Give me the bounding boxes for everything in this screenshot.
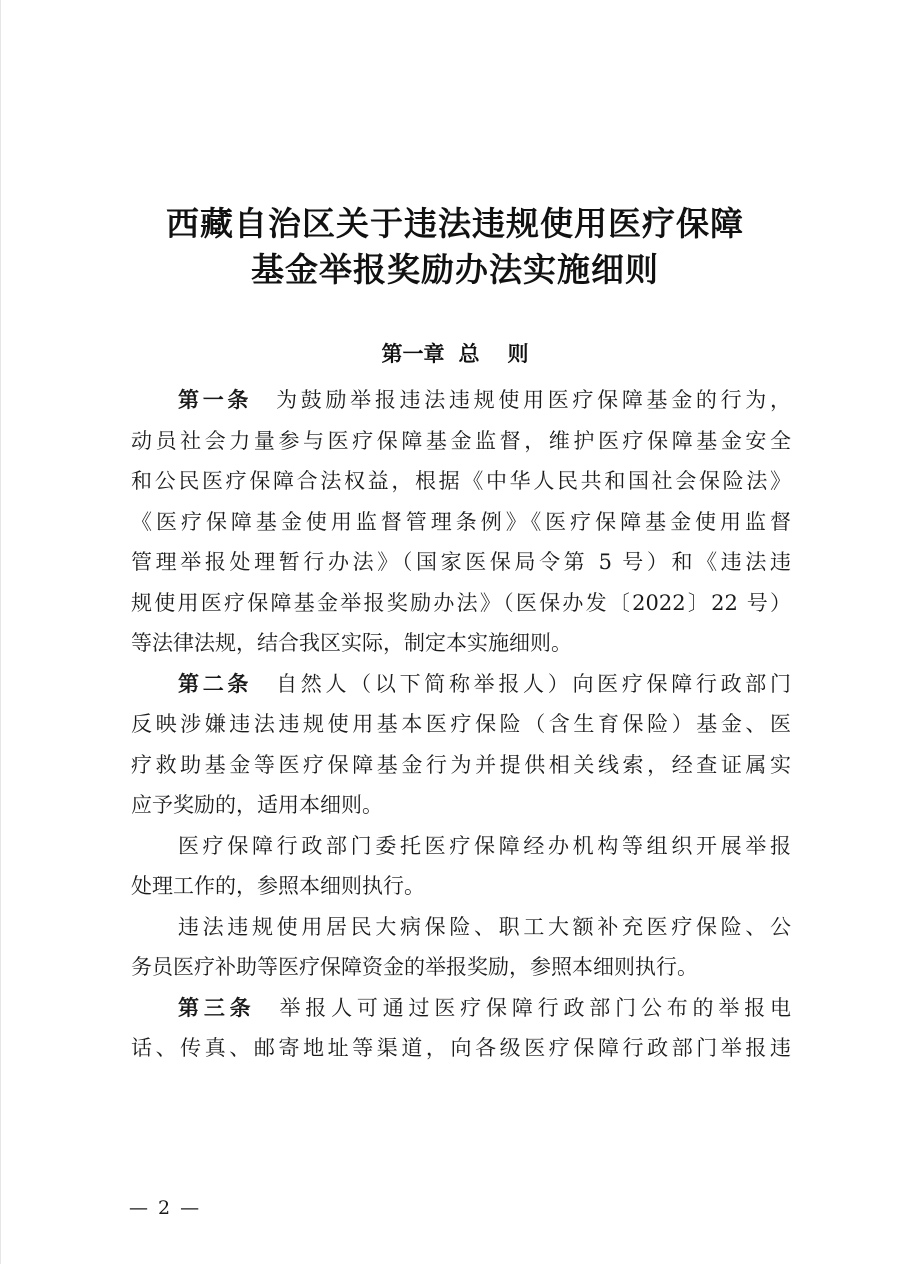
article-2-text: 自然人（以下简称举报人）向医疗保障行政部门 xyxy=(276,671,792,696)
article-1-heading: 第一条 xyxy=(178,388,253,412)
article-3-text: 举报人可通过医疗保障行政部门公布的举报电 xyxy=(279,995,792,1020)
chapter-word-1: 总 xyxy=(458,342,480,366)
chapter-heading xyxy=(1,338,908,368)
article-2-para2-line: 处理工作的，参照本细则执行。 xyxy=(131,874,425,898)
page-number: — 2 — xyxy=(129,1197,202,1219)
article-1-line xyxy=(131,380,791,421)
article-2-line: 反映涉嫌违法违规使用基本医疗保险（含生育保险）基金、医 xyxy=(131,712,791,736)
article-2-line: 疗救助基金等医疗保障基金行为并提供相关线索，经查证属实 xyxy=(131,752,791,777)
article-3-line xyxy=(131,988,791,1029)
article-3-heading: 第三条 xyxy=(178,995,256,1020)
article-1-line: 动员社会力量参与医疗保障基金监督，维护医疗保障基金安全 xyxy=(131,428,791,453)
article-1-line: 规使用医疗保障基金举报奖励办法》（医保办发〔2022〕22 号） xyxy=(131,590,791,615)
document-body xyxy=(131,380,791,1069)
article-2-heading: 第二条 xyxy=(178,671,253,696)
article-1-line: 和公民医疗保障合法权益，根据《中华人民共和国社会保险法》 xyxy=(131,469,791,493)
article-1-text: 为鼓励举报违法违规使用医疗保障基金的行为， xyxy=(276,388,792,412)
document-title-line-1: 西藏自治区关于违法违规使用医疗保障 xyxy=(166,204,744,243)
article-2-para3-line: 务员医疗补助等医疗保障资金的举报奖励，参照本细则执行。 xyxy=(131,955,698,979)
chapter-label: 第一章 xyxy=(381,342,445,366)
article-3-line: 话、传真、邮寄地址等渠道，向各级医疗保障行政部门举报违 xyxy=(131,1036,791,1060)
article-2-line xyxy=(131,664,791,705)
article-2-para3-line: 违法违规使用居民大病保险、职工大额补充医疗保险、公 xyxy=(178,914,791,939)
article-1-line: 管理举报处理暂行办法》（国家医保局令第 5 号）和《违法违 xyxy=(131,550,791,574)
document-title-line-2: 基金举报奖励办法实施细则 xyxy=(251,250,659,289)
article-2-line: 应予奖励的，适用本细则。 xyxy=(131,793,383,817)
article-1-line: 等法律法规，结合我区实际，制定本实施细则。 xyxy=(131,631,572,655)
article-1-line: 《医疗保障基金使用监督管理条例》《医疗保障基金使用监督 xyxy=(131,509,791,534)
article-2-para2-line: 医疗保障行政部门委托医疗保障经办机构等组织开展举报 xyxy=(178,833,791,858)
chapter-word-2: 则 xyxy=(507,342,529,366)
